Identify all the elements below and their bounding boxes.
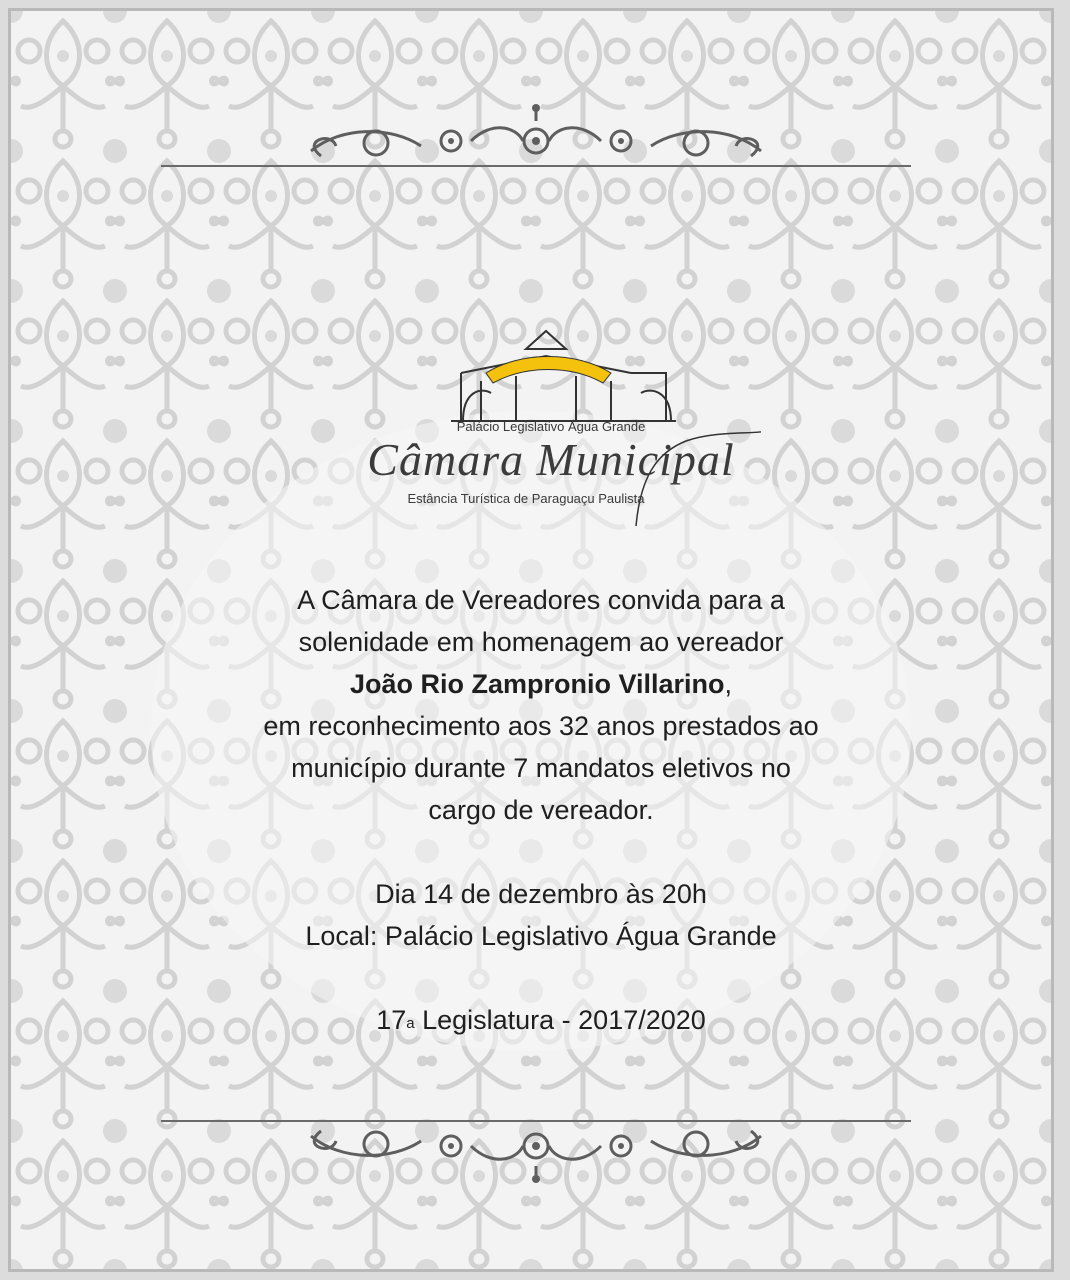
invitation-card [8,8,1054,1272]
bottom-ornament-divider [161,1106,911,1186]
honoree-comma: , [724,669,733,699]
invitation-line-2: solenidade em homenagem ao vereador [298,627,784,657]
honoree-name: João Rio Zampronio Villarino [349,669,725,699]
camara-municipal-logo [341,321,761,531]
invitation-line-6: cargo de vereador. [428,795,654,825]
honoree-line [151,663,931,705]
event-date: Dia 14 de dezembro às 20h [375,879,707,909]
logo-subtitle: Estância Turística de Paraguaçu Paulista [407,491,645,506]
top-ornament-divider [161,101,911,181]
invitation-line-1: A Câmara de Vereadores convida para a [297,585,785,615]
event-location: Local: Palácio Legislativo Água Grande [305,921,777,951]
spacer [151,831,931,873]
legislature-ordinal: a [406,1015,415,1032]
logo-title: Câmara Municipal [367,434,735,485]
logo-building-name: Palácio Legislativo Água Grande [456,419,646,434]
invitation-line-4: em reconhecimento aos 32 anos prestados ao [263,711,819,741]
spacer [151,957,931,999]
invitation-line-5: município durante 7 mandatos eletivos no [291,753,791,783]
legislature-number: 17 [376,1005,407,1035]
legislature-text: Legislatura - 2017/2020 [414,1005,706,1035]
legislature-line [151,999,931,1041]
invitation-text [151,579,931,1041]
